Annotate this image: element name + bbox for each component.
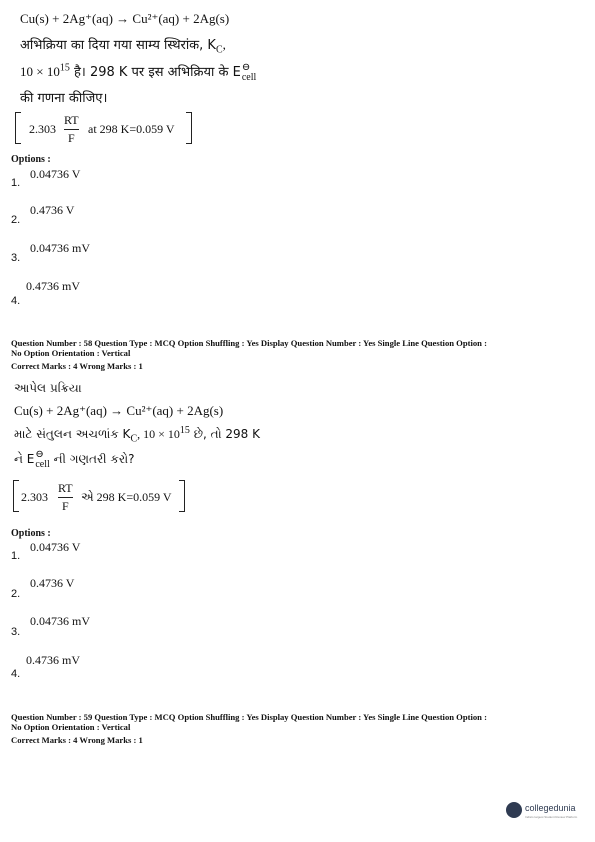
option-number: 1. — [11, 177, 21, 189]
q58-hint-num: RT — [58, 481, 73, 495]
q58-option-3[interactable] — [11, 622, 20, 640]
q58-k-value: , 10 × 10 — [137, 427, 180, 441]
option-number: 1. — [11, 550, 21, 562]
q57-option-1[interactable] — [11, 173, 20, 191]
q57-options-label: Options : — [11, 154, 51, 165]
q58-gujarati-line3 — [14, 450, 134, 470]
q58-gujarati-line2-text: માટે સંતુલન અચળાંક K — [14, 427, 131, 441]
q58-hint-coef: 2.303 — [21, 490, 48, 504]
q58-option-2[interactable] — [11, 584, 20, 602]
q58-e-sup: ⊖ — [35, 449, 44, 460]
q58-k-exp: 15 — [179, 425, 190, 436]
q57-e-sub: cell — [241, 72, 257, 84]
q58-options-label: Options : — [11, 528, 51, 539]
logo-name: collegedunia — [525, 803, 576, 813]
q58-hint-den: F — [61, 499, 69, 513]
q58-option-4-value[interactable]: 0.4736 mV — [26, 653, 80, 667]
q58-marks: Correct Marks : 4 Wrong Marks : 1 — [11, 361, 143, 371]
q57-option-3[interactable] — [11, 248, 20, 266]
q58-option-4[interactable] — [11, 664, 20, 682]
q59-header-line1: Question Number : 59 Question Type : MCQ Option Shuffling : Yes Display Question Number : Yes Single Line Question Option : — [11, 712, 487, 722]
q58-equation: Cu(s) + 2Ag⁺(aq) → Cu²⁺(aq) + 2Ag(s) — [14, 403, 224, 418]
q57-hint-coef: 2.303 — [29, 122, 56, 136]
option-number: 3. — [11, 252, 21, 264]
q57-option-4-value[interactable]: 0.4736 mV — [26, 279, 80, 293]
q58-header-line2: No Option Orientation : Vertical — [11, 348, 131, 358]
q57-option-1-value[interactable]: 0.04736 V — [30, 167, 81, 181]
q58-gujarati-line2 — [14, 425, 260, 444]
option-number: 3. — [11, 626, 21, 638]
option-number: 4. — [11, 295, 21, 307]
option-number: 2. — [11, 588, 21, 600]
collegedunia-logo — [506, 800, 586, 822]
q58-kc-sub: C — [130, 433, 138, 445]
q58-gujarati-line3-end: ની ગણતરી કરો? — [49, 451, 135, 466]
q57-hint-fraction — [64, 113, 79, 146]
q58-hint-fraction — [58, 481, 73, 514]
q58-gujarati-line1: આપેલ પ્રક્રિયા — [14, 381, 82, 395]
q57-hindi-line3: की गणना कीजिए। — [20, 91, 108, 106]
q58-option-1[interactable] — [11, 546, 20, 564]
q57-option-2[interactable] — [11, 210, 20, 228]
option-number: 4. — [11, 668, 21, 680]
q57-option-4[interactable] — [11, 291, 20, 309]
q57-hint-num: RT — [64, 113, 79, 127]
q58-option-2-value[interactable]: 0.4736 V — [30, 576, 75, 590]
q59-marks: Correct Marks : 4 Wrong Marks : 1 — [11, 735, 143, 745]
q59-header-line2: No Option Orientation : Vertical — [11, 722, 131, 732]
q57-hindi-line1-text: अभिक्रिया का दिया गया साम्य स्थिरांक, K — [20, 38, 216, 53]
q57-hint-den: F — [67, 131, 75, 145]
q57-hindi-line2 — [20, 62, 256, 83]
q57-k-value: 10 × 10 — [20, 64, 60, 79]
logo-tagline: India's largest Student Review Platform — [525, 815, 578, 819]
q58-hint-rest: એ 298 K=0.059 V — [81, 490, 172, 504]
q57-k-exp: 15 — [59, 62, 70, 74]
q58-e-sub: cell — [35, 459, 50, 470]
q58-gujarati-line3-text: ને E — [14, 451, 35, 466]
q58-header-line1: Question Number : 58 Question Type : MCQ Option Shuffling : Yes Display Question Number : Yes Single Line Question Option : — [11, 338, 487, 348]
q57-option-2-value[interactable]: 0.4736 V — [30, 203, 75, 217]
logo-mascot-icon — [506, 802, 522, 818]
q57-e-sup: ⊖ — [241, 62, 251, 74]
q57-option-3-value[interactable]: 0.04736 mV — [30, 241, 90, 255]
q58-option-1-value[interactable]: 0.04736 V — [30, 540, 81, 554]
q57-kc-sub: C — [215, 44, 223, 56]
option-number: 2. — [11, 214, 21, 226]
q57-hindi-line2-text: है। 298 K पर इस अभिक्रिया के E — [69, 65, 241, 80]
q57-comma: , — [222, 37, 226, 52]
q58-gujarati-line2-end: છે, તો 298 K — [189, 427, 260, 441]
q57-hindi-line1 — [20, 35, 226, 56]
q57-hint-rest: at 298 K=0.059 V — [88, 122, 175, 136]
q58-option-3-value[interactable]: 0.04736 mV — [30, 614, 90, 628]
q57-equation: Cu(s) + 2Ag⁺(aq) → Cu²⁺(aq) + 2Ag(s) — [20, 11, 230, 26]
